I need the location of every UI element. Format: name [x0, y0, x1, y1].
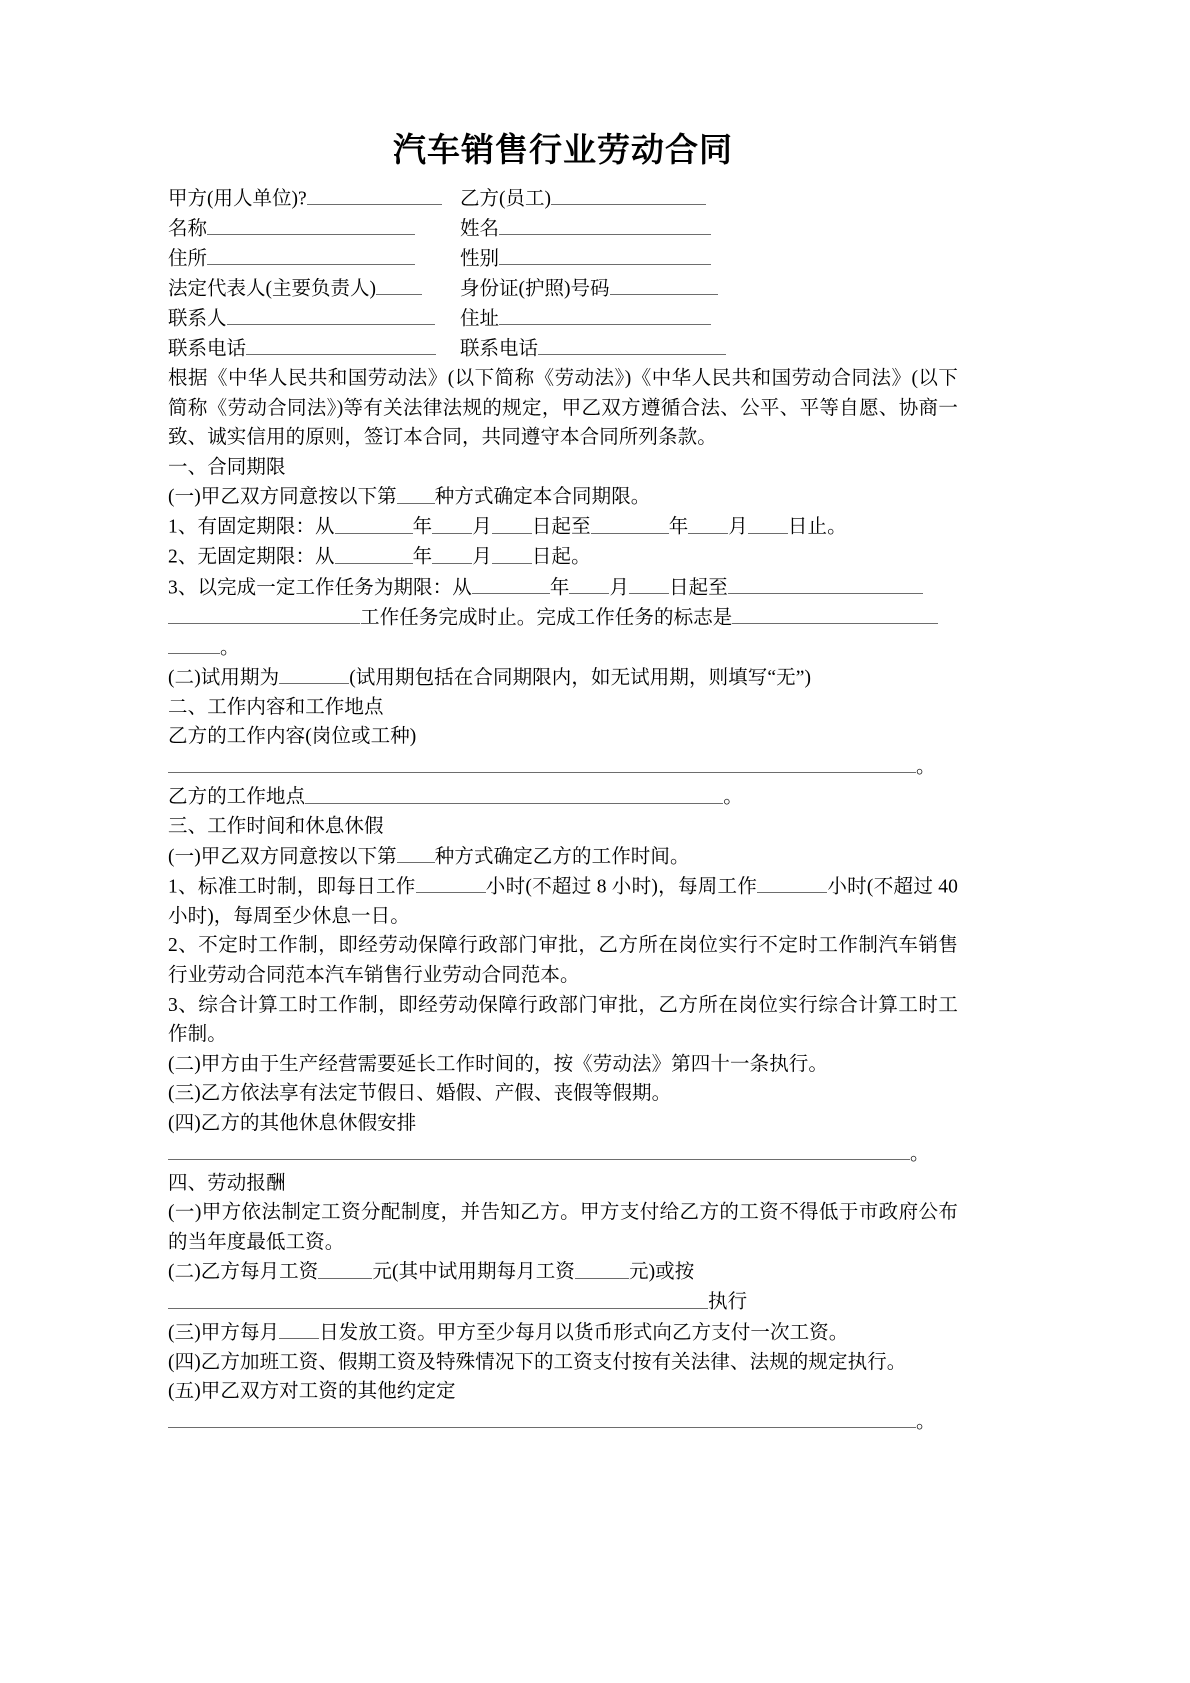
section-3-item-3: 3、综合计算工时工作制，即经劳动保障行政部门审批，乙方所在岗位实行综合计算工时工作制。: [168, 994, 958, 1046]
field-label-id-number: 身份证(护照)号码: [460, 278, 610, 300]
s3-i1-b: 小时(不超过 8 小时)，每周工作: [485, 876, 758, 898]
field-blank[interactable]: [376, 274, 422, 295]
s1-p1-text-a: (一)甲乙双方同意按以下第: [168, 486, 397, 508]
s3-i1-c: 小时(不超过 40 小时)，每周至少休息一日。: [168, 876, 963, 927]
s4-p2-a: (二)乙方每月工资: [168, 1261, 319, 1283]
field-blank[interactable]: [610, 274, 718, 295]
s4-p3-b: 日发放工资。甲方至少每月以货币形式向乙方支付一次工资。: [319, 1322, 849, 1343]
section-2-blank-row-1: [168, 752, 958, 782]
year-blank[interactable]: [472, 573, 550, 594]
work-time-type-blank[interactable]: [397, 842, 435, 863]
section-2-heading: 二、工作内容和工作地点: [168, 696, 384, 718]
job-content-blank[interactable]: [168, 752, 916, 773]
section-4-paragraph-3: [168, 1318, 958, 1348]
s1-i2-b: 年: [412, 546, 433, 568]
table-row: [168, 244, 958, 274]
s4-p5-end: 。: [916, 1411, 936, 1433]
s1-i3-f: 。: [220, 637, 240, 659]
section-3-paragraph-2: (二)甲方由于生产经营需要延长工作时间的，按《劳动法》第四十一条执行。: [168, 1053, 828, 1075]
field-blank[interactable]: [538, 334, 726, 355]
section-4-paragraph-5: (五)甲乙双方对工资的其他约定定: [168, 1381, 456, 1403]
section-2-paragraph-2: [168, 782, 958, 812]
day-blank[interactable]: [629, 573, 669, 594]
s2-p1-end: 。: [916, 756, 936, 778]
day-blank[interactable]: [492, 512, 532, 533]
task-blank-1[interactable]: [728, 573, 923, 594]
probation-blank[interactable]: [279, 663, 349, 684]
section-2-paragraph-1: [168, 722, 958, 752]
s1-i3-c: 月: [609, 577, 630, 598]
field-label-address-a: 住所: [168, 248, 208, 270]
day-blank[interactable]: [492, 542, 532, 563]
section-4-paragraph-4: (四)乙方加班工资、假期工资及特殊情况下的工资支付按有关法律、法规的规定执行。: [168, 1351, 907, 1373]
field-label-contact-a: 联系人: [168, 308, 227, 330]
weekly-hours-blank[interactable]: [757, 872, 827, 893]
s1-i3-d: 日起至: [669, 577, 728, 598]
payday-blank[interactable]: [279, 1318, 319, 1339]
preamble-paragraph: 根据《中华人民共和国劳动法》(以下简称《劳动法》)《中华人民共和国劳动合同法》(以下简称《劳动合同法》)等有关法律法规的规定，甲乙双方遵循合法、公平、平等自愿、协商一致、诚实信用的原则，签订本合同，共同遵守本合同所列条款。: [168, 367, 958, 449]
s1-i1-a: 1、有固定期限：从: [168, 516, 335, 538]
month-blank[interactable]: [432, 542, 472, 563]
s1-i1-f: 月: [728, 516, 748, 538]
field-label-phone-a: 联系电话: [168, 338, 247, 360]
section-3-paragraph-3: (三)乙方依法享有法定节假日、婚假、产假、丧假等假期。: [168, 1083, 672, 1105]
section-4-paragraph-2: [168, 1257, 958, 1287]
field-blank[interactable]: [499, 304, 711, 325]
party-header-row: [168, 184, 958, 214]
section-4-blank-row: [168, 1407, 958, 1437]
s2-p1-label: 乙方的工作内容(岗位或工种): [168, 726, 417, 748]
s1-i1-b: 年: [412, 516, 433, 538]
section-4-paragraph-2-cont: [168, 1287, 958, 1317]
s3-p1-a: (一)甲乙双方同意按以下第: [168, 846, 397, 868]
section-3-heading: 三、工作时间和休息休假: [168, 816, 384, 838]
page-title: 汽车销售行业劳动合同: [393, 131, 733, 168]
other-rest-blank[interactable]: [168, 1139, 910, 1160]
s1-i2-d: 日起。: [531, 546, 591, 568]
s1-i2-a: 2、无固定期限：从: [168, 546, 335, 568]
field-label-name-a: 名称: [168, 218, 208, 240]
daily-hours-blank[interactable]: [416, 872, 486, 893]
year-blank[interactable]: [335, 542, 413, 563]
task-mark-blank-2[interactable]: [168, 633, 220, 654]
monthly-wage-blank[interactable]: [318, 1257, 372, 1278]
s1-p2-a: (二)试用期为: [168, 667, 280, 689]
s1-p2-b: (试用期包括在合同期限内，如无试用期，则填写“无”): [349, 667, 812, 689]
s1-i1-d: 日起至: [531, 516, 591, 538]
party-b-blank[interactable]: [551, 184, 706, 205]
field-blank[interactable]: [499, 214, 711, 235]
section-4-paragraph-1: (一)甲方依法制定工资分配制度，并告知乙方。甲方支付给乙方的工资不得低于市政府公布的当年度最低工资。: [168, 1202, 958, 1253]
section-3-paragraph-4: (四)乙方的其他休息休假安排: [168, 1112, 417, 1134]
s2-p2-label: 乙方的工作地点: [168, 786, 306, 808]
field-label-gender-b: 性别: [460, 248, 500, 270]
s1-i1-g: 日止。: [787, 516, 847, 538]
other-wage-agreement-blank[interactable]: [168, 1407, 916, 1428]
s1-i3-e: 工作任务完成时止。完成工作任务的标志是: [360, 607, 733, 629]
table-row: [168, 214, 958, 244]
section-4-heading: 四、劳动报酬: [168, 1172, 286, 1194]
field-blank[interactable]: [207, 244, 415, 265]
section-3-paragraph-1: [168, 842, 958, 872]
year-blank[interactable]: [591, 512, 669, 533]
table-row: [168, 334, 958, 364]
section-3-item-1: [168, 872, 963, 932]
s1-i2-c: 月: [472, 546, 492, 568]
section-1-heading: 一、合同期限: [168, 456, 286, 478]
field-blank[interactable]: [246, 334, 436, 355]
field-label-phone-b: 联系电话: [460, 338, 539, 360]
section-1-item-2: [168, 542, 958, 572]
s2-p2-end: 。: [723, 786, 743, 808]
s1-i1-c: 月: [472, 516, 492, 538]
section-3-item-2: 2、不定时工作制，即经劳动保障行政部门审批，乙方所在岗位实行不定时工作制汽车销售行业劳动合同范本汽车销售行业劳动合同范本。: [168, 935, 958, 986]
s4-p2-d: 执行: [708, 1291, 748, 1313]
s1-i3-b: 年: [549, 577, 570, 598]
task-mark-blank-1[interactable]: [732, 603, 938, 624]
section-1-item-1: [168, 512, 958, 542]
month-blank[interactable]: [432, 512, 472, 533]
s1-i1-e: 年: [668, 516, 689, 538]
field-blank[interactable]: [227, 304, 435, 325]
year-blank[interactable]: [335, 512, 413, 533]
s4-p2-b: 元(其中试用期每月工资: [372, 1261, 575, 1283]
contract-type-blank[interactable]: [397, 482, 435, 503]
probation-wage-blank[interactable]: [575, 1257, 629, 1278]
day-blank[interactable]: [748, 512, 788, 533]
field-label-legal-rep: 法定代表人(主要负责人): [168, 278, 376, 300]
wage-basis-blank[interactable]: [168, 1287, 708, 1308]
field-label-residence-b: 住址: [460, 308, 500, 330]
party-a-blank[interactable]: [307, 184, 442, 205]
table-row: [168, 304, 958, 334]
s3-p4-end: 。: [910, 1143, 930, 1165]
job-location-blank[interactable]: [305, 782, 723, 803]
s3-p1-b: 种方式确定乙方的工作时间。: [434, 846, 690, 868]
s1-p1-text-b: 种方式确定本合同期限。: [434, 486, 651, 508]
document-body: [168, 130, 963, 1437]
month-blank[interactable]: [569, 573, 609, 594]
field-label-name-b: 姓名: [460, 218, 500, 240]
party-b-label: 乙方(员工): [460, 188, 551, 210]
party-a-label: 甲方(用人单位)?: [168, 188, 307, 210]
s4-p2-c: 元)或按: [628, 1261, 695, 1283]
s1-i3-a: 3、以完成一定工作任务为期限：从: [168, 577, 472, 598]
s3-i1-a: 1、标准工时制，即每日工作: [168, 876, 416, 898]
s4-p3-a: (三)甲方每月: [168, 1322, 280, 1343]
field-blank[interactable]: [207, 214, 415, 235]
section-1-item-3: [168, 573, 958, 663]
section-3-blank-row: [168, 1139, 958, 1169]
field-blank[interactable]: [499, 244, 711, 265]
section-1-paragraph-2: [168, 663, 958, 693]
task-blank-2[interactable]: [168, 603, 360, 624]
month-blank[interactable]: [688, 512, 728, 533]
section-1-paragraph-1: [168, 482, 958, 512]
table-row: [168, 274, 958, 304]
